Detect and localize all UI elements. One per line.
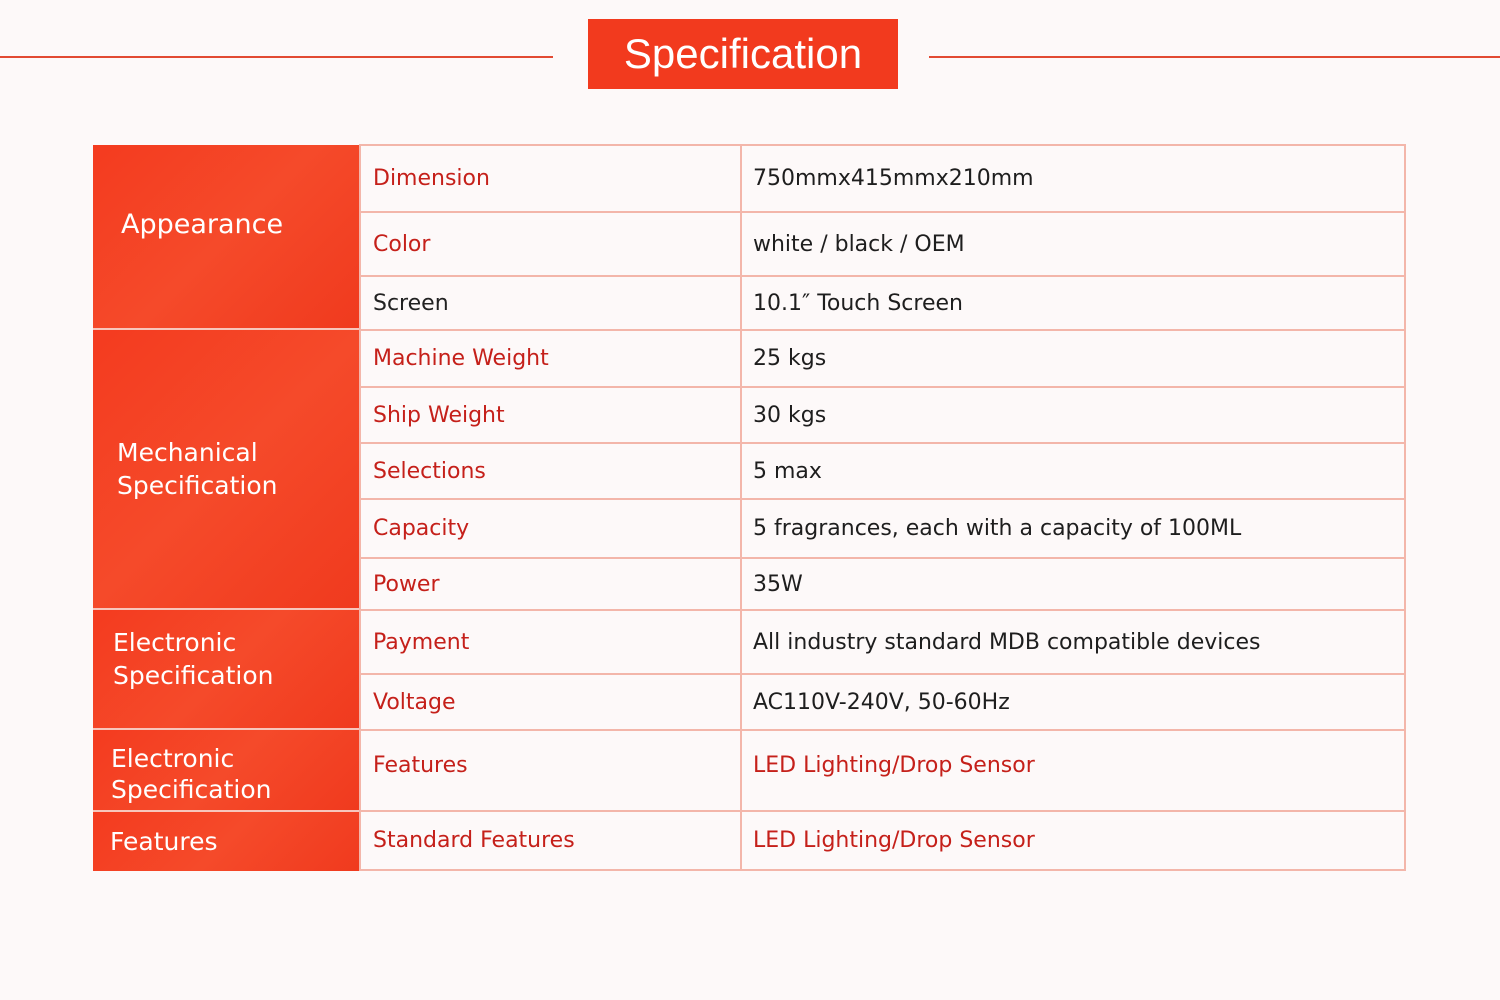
spec-value: 25 kgs (753, 346, 827, 371)
spec-key: Voltage (373, 689, 456, 715)
category-features: Features (93, 812, 359, 871)
spec-key: Screen (373, 290, 449, 316)
page-title: Specification (588, 19, 898, 89)
category-mechanical: Mechanical Specification (93, 330, 359, 610)
grid-line-bottom (359, 869, 1406, 871)
spec-key: Color (373, 231, 431, 257)
spec-key: Ship Weight (373, 402, 505, 428)
spec-value: 10.1″ Touch Screen (753, 290, 963, 316)
spec-value: 35W (753, 571, 803, 597)
spec-value: 750mmx415mmx210mm (753, 166, 1034, 191)
spec-value: 30 kgs (753, 402, 827, 428)
spec-value: 5 max (753, 458, 822, 484)
spec-key: Machine Weight (373, 346, 549, 371)
title-rule-right (929, 56, 1500, 58)
spec-value: white / black / OEM (753, 231, 965, 257)
spec-key: Features (373, 753, 468, 778)
spec-key: Power (373, 571, 440, 597)
spec-key: Standard Features (373, 828, 575, 853)
spec-value: 5 fragrances, each with a capacity of 100ML (753, 516, 1242, 541)
spec-key: Dimension (373, 166, 490, 191)
spec-value: LED Lighting/Drop Sensor (753, 753, 1035, 778)
category-electronic-2: Electronic Specification (93, 730, 359, 812)
category-electronic-1: Electronic Specification (93, 610, 359, 730)
title-rule-left (0, 56, 553, 58)
category-appearance: Appearance (93, 145, 359, 330)
spec-key: Payment (373, 629, 470, 655)
spec-key: Capacity (373, 516, 470, 541)
spec-value: LED Lighting/Drop Sensor (753, 828, 1035, 853)
spec-value: AC110V-240V, 50-60Hz (753, 689, 1010, 715)
spec-key: Selections (373, 458, 486, 484)
spec-value: All industry standard MDB compatible devices (753, 629, 1261, 655)
